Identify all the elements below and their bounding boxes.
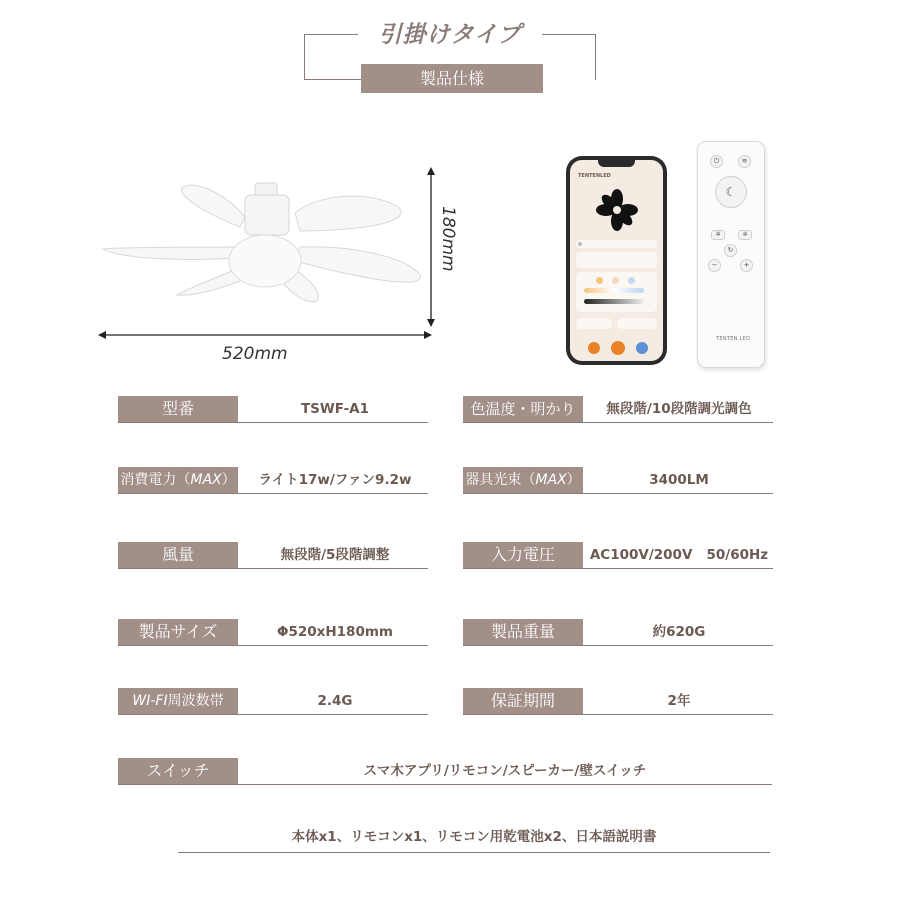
slider-knob[interactable] bbox=[578, 242, 582, 246]
wind-label: 風量 bbox=[118, 542, 238, 568]
fan-blade bbox=[295, 196, 401, 231]
timer-icon[interactable]: ↻ bbox=[724, 244, 737, 257]
plus-icon[interactable]: + bbox=[740, 259, 753, 272]
divider bbox=[118, 784, 772, 785]
cool-light-dot[interactable] bbox=[628, 277, 635, 284]
size-label: 製品サイズ bbox=[118, 619, 238, 645]
weight-value: 約620G bbox=[652, 624, 706, 640]
divider bbox=[118, 714, 428, 715]
light-card bbox=[576, 272, 657, 312]
fan-blade bbox=[182, 185, 245, 227]
neutral-light-dot[interactable] bbox=[612, 277, 619, 284]
wifi-label: WI-FI周波数帯 bbox=[118, 688, 238, 714]
switch-label: スイッチ bbox=[118, 758, 238, 784]
power-label: 消費電力（MAX） bbox=[118, 467, 238, 493]
model-value: TSWF-A1 bbox=[300, 401, 370, 417]
wifi-value: 2.4G bbox=[317, 693, 353, 709]
divider bbox=[463, 493, 773, 494]
fan-blade bbox=[103, 247, 247, 259]
luminous-label: 器具光束（MAX） bbox=[463, 467, 583, 493]
color-temp-bar[interactable] bbox=[584, 288, 644, 293]
power-value: ライト17w/ファン9.2w bbox=[258, 472, 412, 488]
size-value: Φ520xH180mm bbox=[277, 624, 393, 640]
fan-icon bbox=[595, 188, 639, 232]
ceiling-fan-illustration bbox=[95, 165, 440, 350]
timer-card[interactable] bbox=[576, 318, 612, 329]
page-subtitle: 製品仕様 bbox=[361, 64, 543, 93]
scene-card[interactable] bbox=[617, 318, 657, 329]
moon-icon[interactable]: ☾ bbox=[715, 176, 747, 208]
divider bbox=[178, 852, 770, 853]
model-label: 型番 bbox=[118, 396, 238, 422]
width-arrow-left bbox=[98, 331, 106, 339]
package-contents: 本体x1、リモコンx1、リモコン用乾電池x2、日本語説明書 bbox=[291, 829, 657, 845]
voltage-label: 入力電圧 bbox=[463, 542, 583, 568]
fan-light-cover bbox=[229, 235, 301, 287]
width-arrow-right bbox=[424, 331, 432, 339]
divider bbox=[118, 493, 428, 494]
smartphone bbox=[566, 156, 667, 365]
warranty-label: 保証期間 bbox=[463, 688, 583, 714]
color-temp-label: 色温度・明かり bbox=[463, 396, 583, 422]
divider bbox=[463, 714, 773, 715]
app-brand: TENTENLED bbox=[578, 173, 611, 179]
warm-light-dot[interactable] bbox=[596, 277, 603, 284]
divider bbox=[118, 422, 428, 423]
minus-icon[interactable]: − bbox=[708, 259, 721, 272]
switch-value: スマ木アプリ/リモコン/スピーカー/壁スイッチ bbox=[363, 763, 647, 779]
fan-motor-housing bbox=[245, 195, 289, 235]
light-mode-button[interactable] bbox=[636, 342, 648, 354]
divider bbox=[118, 645, 428, 646]
divider bbox=[463, 422, 773, 423]
wifi-icon[interactable]: ≋ bbox=[738, 155, 751, 168]
divider bbox=[463, 645, 773, 646]
power-button[interactable] bbox=[611, 341, 625, 355]
power-icon[interactable]: ⏻ bbox=[710, 155, 723, 168]
remote-control bbox=[697, 141, 765, 368]
app-screen bbox=[570, 160, 663, 361]
height-label: 180mm bbox=[438, 206, 458, 272]
fan-speed-icon[interactable]: ✲ bbox=[711, 230, 725, 240]
divider bbox=[463, 568, 773, 569]
weight-label: 製品重量 bbox=[463, 619, 583, 645]
fan-mode-button[interactable] bbox=[588, 342, 600, 354]
mode-card[interactable] bbox=[576, 252, 657, 268]
phone-notch bbox=[598, 160, 635, 167]
remote-brand: TENTEN LED bbox=[716, 336, 751, 342]
color-temp-value: 無段階/10段階調光調色 bbox=[606, 401, 752, 417]
height-arrow-top bbox=[427, 167, 435, 175]
height-arrow-bottom bbox=[427, 319, 435, 327]
luminous-value: 3400LM bbox=[649, 472, 709, 488]
fan-speed-icon[interactable]: ✲ bbox=[738, 230, 752, 240]
divider bbox=[118, 568, 428, 569]
voltage-value: AC100V/200V 50/60Hz bbox=[589, 547, 769, 563]
brightness-bar[interactable] bbox=[584, 299, 644, 304]
width-label: 520mm bbox=[222, 344, 288, 364]
wind-value: 無段階/5段階調整 bbox=[280, 547, 390, 563]
speed-slider[interactable] bbox=[576, 240, 657, 248]
fan-blade bbox=[295, 247, 420, 282]
warranty-value: 2年 bbox=[667, 693, 691, 709]
page-title: 引掛けタイプ bbox=[358, 20, 542, 50]
